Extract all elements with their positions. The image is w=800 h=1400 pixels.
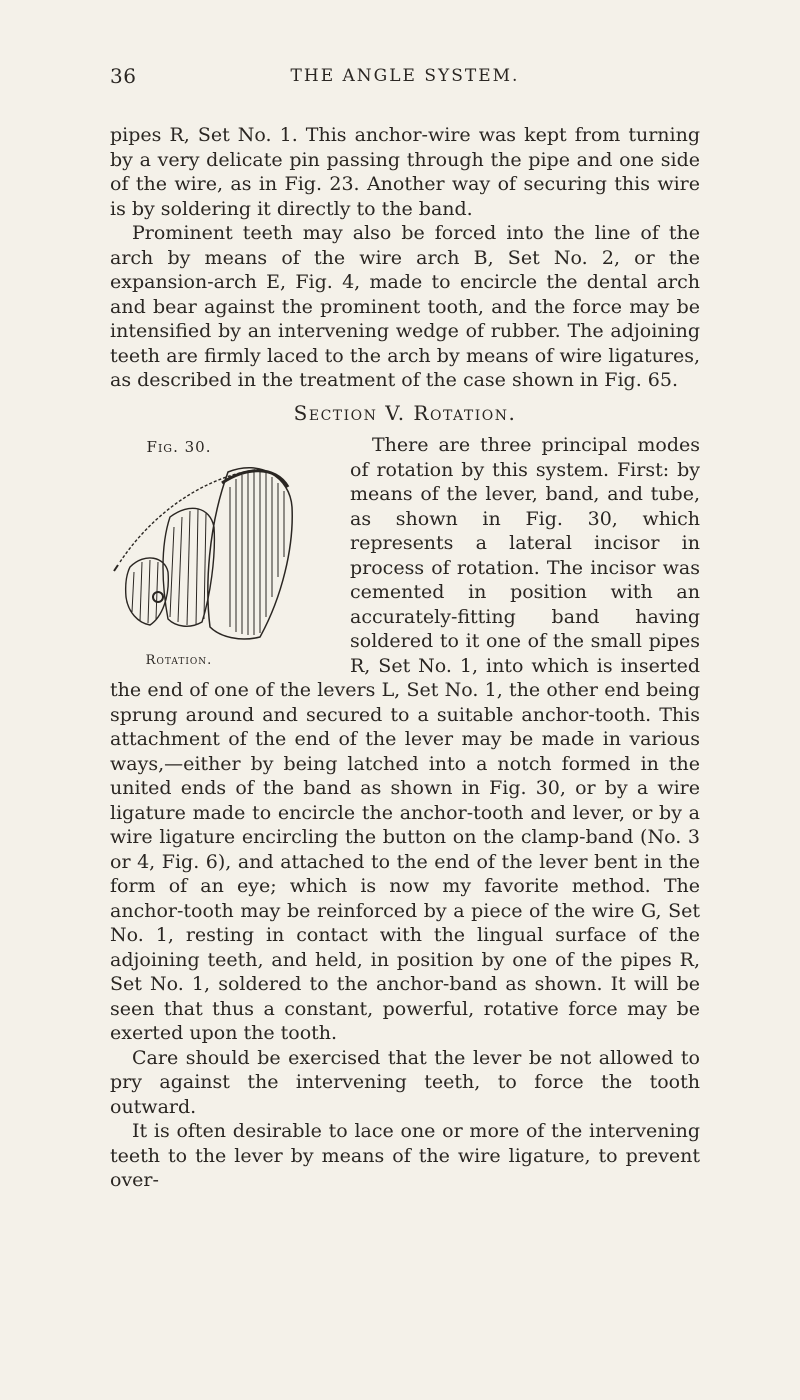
figure: [110, 435, 340, 667]
paragraph-text: There are three principal modes of rotation by this system. First: by means of the lever, band, and tube, as shown in Fig. 30, which represents a lateral incisor in process of rotation. The incisor was cemented in position with an accurately-fitting band having soldered to it one of the small pipes R, Set No. 1, into which is inserted the end of one of the levers L, Set No. 1, the other end being sprung around and secured to a suitable anchor-tooth. This attachment of the end of the lever may be made in various ways,—either by being latched into a notch formed in the united ends of the band as shown in Fig. 30, or by a wire ligature made to encircle the anchor-tooth and lever, or by a wire ligature encircling the button on the clamp-band (No. 3 or 4, Fig. 6), and attached to the end of the lever bent in the form of an eye; which is now my favorite method. The anchor-tooth may be reinforced by a piece of the wire G, Set No. 1, resting in contact with the lingual surface of the adjoining teeth, and held, in position by one of the pipes R, Set No. 1, soldered to the anchor-band as shown. It will be seen that thus a constant, powerful, rotative force may be exerted upon the tooth.: [110, 434, 700, 1044]
anchor-tooth: [126, 558, 169, 625]
paragraph: pipes R, Set No. 1. This anchor-wire was kept from turning by a very delicate pin passing through the pipe and one side of the wire, as in Fig. 23. Another way of securing this wire is by soldering it directly to the band.: [110, 124, 700, 220]
running-title: THE ANGLE SYSTEM.: [290, 66, 520, 86]
paragraph: [110, 433, 700, 1046]
paragraph: Care should be exercised that the lever be not allowed to pry against the intervening teeth, to force the tooth outward.: [110, 1046, 700, 1118]
section-heading: Section V. Rotation.: [293, 400, 517, 425]
paragraph: It is often desirable to lace one or more of the intervening teeth to the lever by means of the wire ligature, to prevent over-: [110, 1120, 700, 1191]
rotation-lever-illustration: [110, 447, 340, 647]
figure-label: Fig. 30.: [146, 438, 212, 456]
figure-caption: Rotation.: [145, 653, 213, 668]
page-header: [110, 64, 700, 94]
page-number: 36: [110, 64, 137, 88]
paragraph: Prominent teeth may also be forced into the line of the arch by means of the wire arch B, Set No. 2, or the expansion-arch E, Fig. 4, made to encircle the dental arch and bear against the prominent tooth, and the force may be intensified by an intervening wedge of rubber. The adjoining teeth are firmly laced to the arch by means of wire ligatures, as described in the treatment of the case shown in Fig. 65.: [110, 222, 700, 391]
incisor-crown: [208, 468, 292, 639]
body-text: [110, 123, 700, 1193]
